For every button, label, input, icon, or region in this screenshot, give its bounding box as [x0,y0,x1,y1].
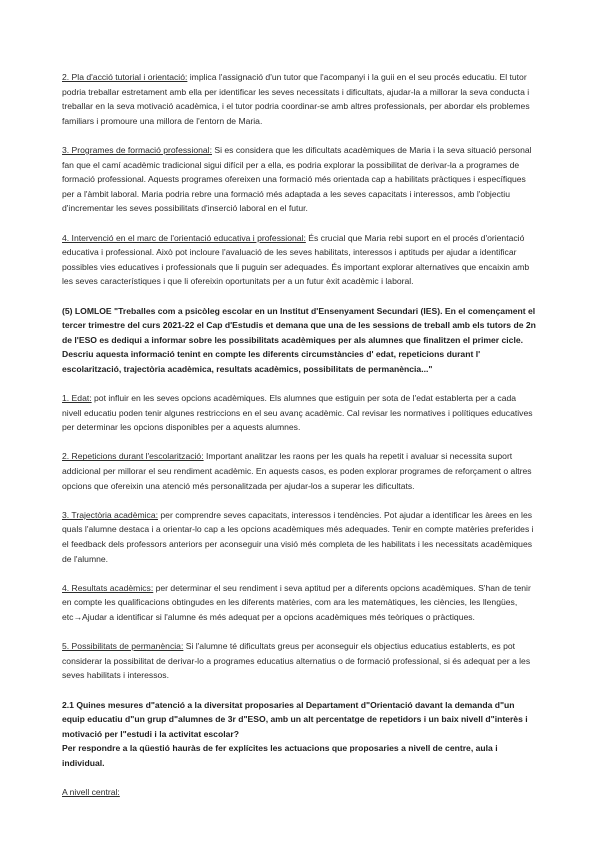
item-label: 4. Resultats acadèmics: [62,582,154,593]
paragraph-item-4 [62,231,538,289]
item-label: 3. Trajectòria acadèmica: [62,509,159,520]
item-text: pot influir en les seves opcions acadèmiques. Els alumnes que estiguin per sota de l'edat establerta per a cada nivell educatiu poden tenir algunes restriccions en el seu avanç acadèmic. Cal revisar les normatives i polítiques educatives per determinar les opcions disponibles per a aquests alumnes. [62,393,533,433]
item-text: Si es considera que les dificultats acadèmiques de Maria i la seva situació personal fan que el camí acadèmic tradicional sigui difícil per a ella, es podria explorar la possibilitat de derivar-la a programes de formació professional. Aquests programes ofereixen una formació més orientada cap a habilitats pràctiques i específiques per a l'àmbit laboral. Maria podria rebre una formació més adaptada a les seves capacitats i interessos, amb l'objectiu d'incrementar les seves possibilitats d'inserció laboral en el futur. [62,144,532,214]
paragraph-item-3 [62,143,538,216]
section-circumstances [62,391,538,683]
paragraph-repeticions [62,449,538,493]
paragraph-permanencia [62,639,538,683]
paragraph-edat [62,391,538,435]
paragraph-resultats [62,581,538,625]
item-label: 5. Possibilitats de permanència: [62,641,184,652]
section-heading: A nivell central: [62,787,120,798]
item-text: Si l'alumne té dificultats greus per aconseguir els objectius educatius establerts, es pot considerar la possibilitat de derivar-lo a programes educatius alternatius o de formació professional, si és adequat per a les seves habilitats i interessos. [62,641,531,681]
item-text: Important analitzar les raons per les quals ha repetit i avaluar si necessita suport addicional per millorar el seu rendiment acadèmic. En aquests casos, es poden explorar programes de reforçament o altres opcions que ofereixin una atenció més personalitzada per ajudar-los a superar les dificultats. [62,451,532,491]
question-5: (5) LOMLOE "Treballes com a psicòleg escolar en un Institut d'Ensenyament Secundari (IES). En el començament el tercer trimestre del curs 2021-22 el Cap d'Estudis et demana que una de les sessions de treball amb els tutors de 2n de l'ESO es dediqui a informar sobre les possibilitats acadèmiques per als alumnes que finalitzen el primer cicle. Descriu aquesta informació tenint en compte les diferents circumstàncies d' edat, repeticions durant l' escolarització, trajectòria acadèmica, resultats acadèmics, possibilitats de permanència..." [62,305,536,374]
section-measures [62,70,538,289]
paragraph-trajectoria [62,508,538,566]
item-label: 4. Intervenció en el marc de l'orientació educativa i professional: [62,232,306,243]
item-text: implica l'assignació d'un tutor que l'acompanyi i la guii en el seu procés educatiu. El tutor podria treballar estretament amb ella per identificar les seves necessitats i dificultats, ajudar-la a millorar la seva conducta i treballar en la seva motivació acadèmica, i el tutor podria coordinar-se amb altres professionals, per abordar els problemes familiars i promoure una millora de l'entorn de Maria. [62,72,530,126]
item-text: És crucial que Maria rebi suport en el procés d'orientació educativa i professional. Això pot incloure l'avaluació de les seves habilitats, interessos i aptituds per ajudar a identificar possibles vies educatives i professionals que li puguin ser adequades. És important explorar alternatives que encaixin amb les seves característiques i que li ofereixin oportunitats per a un futur èxit acadèmic i laboral. [62,232,530,287]
item-label: 2. Repeticions durant l'escolarització: [62,451,204,462]
paragraph-item-2 [62,70,538,128]
item-label: 1. Edat: [62,393,92,404]
item-text: per determinar el seu rendiment i seva aptitud per a diferents opcions acadèmiques. S'han de tenir en compte les qualificacions obtingudes en les diferents matèries, com ara les matemàtiques, les ciències, les llengües, etc→Ajudar a identificar si l'alumne és més adequat per a opcions acadèmiques més teòriques o pràctiques. [62,582,531,622]
question-2-1: 2.1 Quines mesures d"atenció a la diversitat proposaries al Departament d"Orientació davant la demanda d"un equip educatiu d"un grup d"alumnes de 3r d"ESO, amb un alt percentatge de repetidors i un baix nivell d"interès i motivació per l"estudi i la activitat escolar? Per respondre a la qüestió hauràs de fer explícites les actuacions que proposaries a nivell de centre, aula i individual. [62,699,528,768]
item-label: 2. Pla d'acció tutorial i orientació: [62,72,188,82]
item-label: 3. Programes de formació professional: [62,144,212,155]
item-text: per comprendre seves capacitats, interessos i tendències. Pot ajudar a identificar les àrees en les quals l'alumne destaca i a orientar-lo cap a les opcions acadèmiques més adequades. Tenir en compte matèries preferides i el feedback dels professors anteriors per aconseguir una visió més completa de les habilitats i les necessitats acadèmiques de l'alumne. [62,509,534,564]
